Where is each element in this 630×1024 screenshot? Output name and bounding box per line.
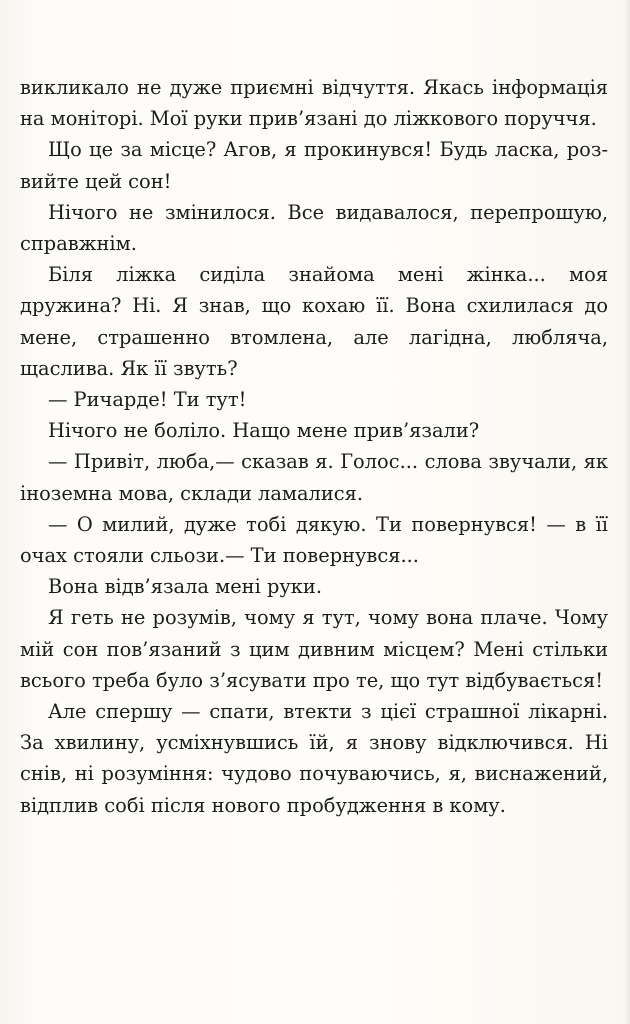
paragraph-9: Вона відв’язала мені руки. <box>48 575 322 599</box>
paragraph-10: Я геть не розумів, чому я тут, чому вона плаче. Чому мій сон пов’язаний з цим дивним місцем? Мені стільки всього треба було з’ясувати про те, що тут відбувається! <box>20 606 608 692</box>
paragraph-3: Нічого не змінилося. Все видавалося, перепрошую, справжнім. <box>20 200 608 256</box>
paragraph-5: — Ричарде! Ти тут! <box>48 388 247 412</box>
paragraph-6: Нічого не боліло. Нащо мене прив’язали? <box>48 419 480 443</box>
paragraph-7: — Привіт, люба,— сказав я. Голос... слова звучали, як іноземна мова, склади ламалися. <box>20 450 608 505</box>
paragraph-8: — О милий, дуже тобі дякую. Ти повернувся! — в її очах стояли сльози.— Ти повернувся... <box>20 512 608 568</box>
paragraph-2: Що це за місце? Агов, я прокинувся! Будь ласка, розвийте цей сон! <box>20 138 608 193</box>
paragraph-1: викликало не дуже приємні відчуття. Якась інформація на моніторі. Мої руки прив’язані до ліжкового поруччя. <box>20 76 608 131</box>
page-edge-shadow <box>624 0 630 1024</box>
page-text <box>20 72 608 821</box>
paragraph-4: Біля ліжка сиділа знайома мені жінка... моя дружина? Ні. Я знав, що кохаю її. Вона схилилася до мене, страшенно втомлена, але лагідна, любляча, щаслива. Як її звуть? <box>20 263 608 380</box>
paragraph-11: Але спершу — спати, втекти з цієї страшної лікарні. За хвилину, усміхнувшись їй, я знову відключився. Ні снів, ні розуміння: чудово почуваючись, я, виснажений, відплив собі після нового пробудження в кому. <box>20 700 608 817</box>
